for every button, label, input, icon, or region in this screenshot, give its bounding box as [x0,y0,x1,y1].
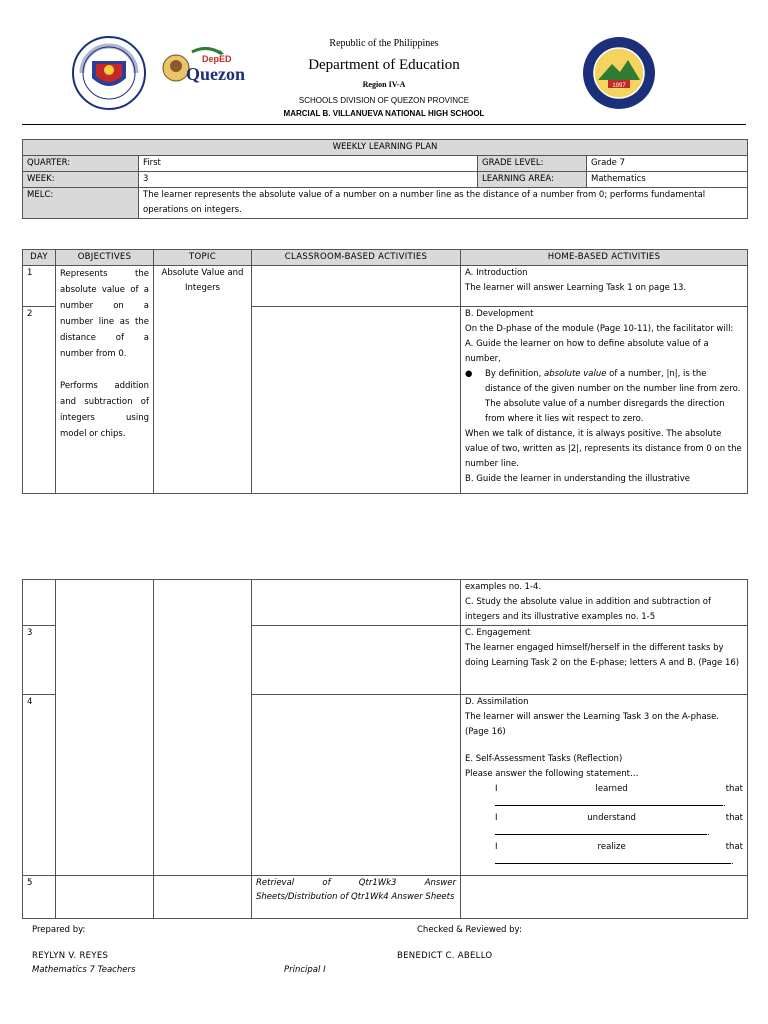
reviewer-title: Principal I [284,965,326,975]
day-1-cell: 1 [23,266,56,307]
col-topic-header: TOPIC [154,250,252,266]
retrieval-cell: Retrieval of Qtr1Wk3 Answer Sheets/Distribution of Qtr1Wk4 Answer Sheets [252,876,461,919]
development-step-a: A. Guide the learner on how to define absolute value of a number, [465,339,709,364]
engagement-text: The learner engaged himself/herself in the different tasks by doing Learning Task 2 on the E-phase; letters A and B. (Page 16) [465,643,740,668]
definition-pre: By definition, [485,369,544,379]
plan-info-table [22,139,748,219]
definition-text [483,367,743,427]
reflection-1-verb: learned [595,784,628,794]
continued-topic-cell [154,580,252,876]
reflection-1: I learned that . [495,784,743,809]
preparer-title: Mathematics 7 Teachers [32,965,136,975]
assimilation-title: D. Assimilation [465,697,529,707]
logo-quezon-text: Quezon [186,64,246,84]
introduction-text: The learner will answer Learning Task 1 on page 13. [465,283,687,293]
day-2-cell: 2 [23,307,56,494]
objective-2: Performs addition and subtraction of integers using model or chips. [60,381,149,439]
reflection-2-that: that [725,813,743,823]
week-label: WEEK: [23,172,139,188]
study-text: C. Study the absolute value in addition and subtraction of integers and its illustrative examples no. 1-5 [465,597,711,622]
col-objectives-header: OBJECTIVES [56,250,154,266]
classroom-cell-day2 [252,307,461,494]
quarter-label: QUARTER: [23,156,139,172]
assimilation-text: The learner will answer the Learning Task 3 on the A-phase. (Page 16) [465,712,720,737]
development-step-b: B. Guide the learner in understanding the illustrative [465,474,690,484]
day-3-cell: 3 [23,626,56,695]
classroom-cell-day3 [252,626,461,695]
melc-label: MELC: [23,188,139,219]
engagement-title: C. Engagement [465,628,531,638]
introduction-title: A. Introduction [465,268,528,278]
objectives-cell [56,266,154,494]
grade-level-value: Grade 7 [587,156,748,172]
reflection-1-i: I [495,784,498,794]
grade-level-label: GRADE LEVEL: [478,156,587,172]
reflection-2-i: I [495,813,498,823]
reflection-3-verb: realize [597,842,626,852]
classroom-cell-day4 [252,695,461,876]
reflection-2: I understand that . [495,813,743,838]
objective-1: Represents the absolute value of a number on a number line as the distance of a number from 0. [60,269,149,359]
reflection-1-that: that [725,784,743,794]
activities-table-page2 [22,579,748,919]
distance-text: When we talk of distance, it is always positive. The absolute value of two, written as |2|, represents its distance from 0 on the number line. [465,429,742,469]
continued-classroom-cell [252,580,461,626]
logo-year-text: 1997 [612,83,626,89]
objectives-cell-day5 [56,876,154,919]
continued-objectives-cell [56,580,154,876]
learning-area-value: Mathematics [587,172,748,188]
week-value: 3 [139,172,478,188]
republic-text: Republic of the Philippines [329,38,439,49]
development-title: B. Development [465,309,534,319]
activities-table-page1 [22,249,748,494]
reflection-1-line[interactable] [495,805,723,806]
col-day-header: DAY [23,250,56,266]
home-cell-day1 [461,266,748,307]
continued-day-cell [23,580,56,626]
development-text: On the D-phase of the module (Page 10-11), the facilitator will: [465,324,734,334]
preparer-name: REYLYN V. REYES [32,951,109,961]
reflection-3-line[interactable] [495,863,731,864]
logo-deped-text: DepED [202,54,232,64]
quarter-value: First [139,156,478,172]
learning-area-label: LEARNING AREA: [478,172,587,188]
prepared-by-label: Prepared by: [32,925,86,935]
plan-title: WEEKLY LEARNING PLAN [23,140,748,156]
department-title: Department of Education [308,57,460,73]
self-assessment-text: Please answer the following statement… [465,769,639,779]
header-divider [22,124,746,125]
checked-by-label: Checked & Reviewed by: [417,925,522,935]
definition-post: of a number, |n|, is the distance of the given number on the number line from zero. The absolute value of a number disregards the direction from where it lies wit respect to zero. [485,369,741,424]
region-text: Region IV-A [362,80,406,89]
reflection-2-line[interactable] [495,834,707,835]
self-assessment-title: E. Self-Assessment Tasks (Reflection) [465,754,623,764]
reflection-2-verb: understand [587,813,636,823]
definition-term: absolute value [543,369,607,379]
reviewer-name: BENEDICT C. ABELLO [397,951,493,961]
reflection-3-that: that [725,842,743,852]
reflection-3: I realize that . [495,842,743,867]
definition-bullet [465,367,743,427]
day-4-cell: 4 [23,695,56,876]
col-home-header: HOME-BASED ACTIVITIES [461,250,748,266]
day-5-cell: 5 [23,876,56,919]
bullet-icon: ● [465,369,473,379]
topic-cell: Absolute Value and Integers [154,266,252,494]
home-cell-day4 [461,695,748,876]
school-seal-logo [582,36,656,110]
col-classroom-header: CLASSROOM-BASED ACTIVITIES [252,250,461,266]
home-cell-day2 [461,307,748,494]
melc-value: The learner represents the absolute value of a number on a number line as the distance of a number from 0; performs fundamental operations on integers. [139,188,748,219]
classroom-cell-day1 [252,266,461,307]
continued-home-cell [461,580,748,626]
topic-cell-day5 [154,876,252,919]
division-text: SCHOOLS DIVISION OF QUEZON PROVINCE [298,96,470,105]
school-name-text: MARCIAL B. VILLANUEVA NATIONAL HIGH SCHOOL [283,109,485,118]
home-cell-day3 [461,626,748,695]
home-cell-day5 [461,876,748,919]
reflection-3-i: I [495,842,498,852]
deped-seal-logo [72,36,146,110]
continued-text: examples no. 1-4. [465,582,542,592]
